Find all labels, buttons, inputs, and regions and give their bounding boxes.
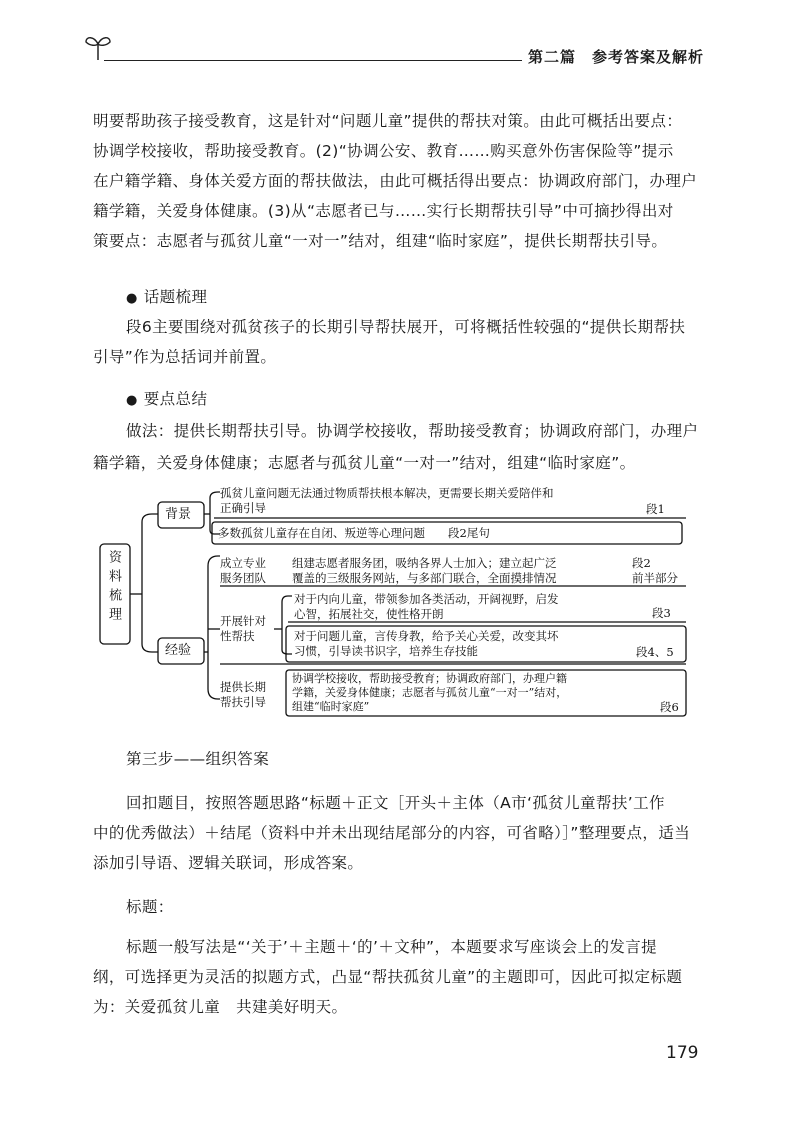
paragraph-2-cont: [93, 342, 705, 372]
text-line: 引导”作为总括词并前置。: [93, 348, 277, 366]
text-line: 纲，可选择更为灵活的拟题方式，凸显“帮扶孤贫儿童”的主题即可，因此可拟定标题: [93, 968, 683, 986]
text-line: 组建志愿者服务团，吸纳各界人士加入；建立起广泛: [292, 556, 557, 570]
targeted-item-2: [294, 629, 559, 659]
text-line: 协调学校接收，帮助接受教育；协调政府部门，办理户籍: [292, 672, 567, 685]
experience-label: 经验: [165, 643, 192, 658]
text-line: 组建“临时家庭”: [292, 700, 370, 713]
background-label: 背景: [165, 507, 192, 522]
text-line: 对于内向儿童，带领参加各类活动，开阔视野，启发: [294, 592, 559, 606]
text-line: 做法：提供长期帮扶引导。协调学校接收，帮助接受教育；协调政府部门，办理户: [126, 422, 699, 440]
text-line: 服务团队: [220, 571, 266, 585]
paragraph-2: [126, 312, 706, 342]
text-line: 为：关爱孤贫儿童 共建美好明天。: [93, 998, 348, 1016]
text-line: 段2: [632, 556, 651, 570]
paragraph-3-cont: [93, 448, 705, 478]
header-rule: [104, 60, 522, 61]
bullet-topic-sorting: ● 话题梳理: [126, 282, 738, 314]
longterm-content: [292, 672, 567, 714]
text-line: 协调学校接收，帮助接受教育。(2)“协调公安、教育……购买意外伤害保险等”提示: [93, 142, 674, 160]
title-label: 标题：: [126, 898, 174, 916]
bullet-key-points: ● 要点总结: [126, 384, 738, 416]
text-line: 孤贫儿童问题无法通过物质帮扶根本解决，更需要长期关爱陪伴和: [220, 486, 554, 500]
text-line: 段6主要围绕对孤贫孩子的长期引导帮扶展开，可将概括性较强的“提供长期帮扶: [126, 318, 686, 336]
section-title: 第二篇 参考答案及解析: [528, 48, 705, 66]
paragraph-4: [126, 788, 706, 818]
paragraph-5: [126, 932, 706, 962]
bg-item-1: [220, 486, 554, 516]
text-line: 中的优秀做法）＋结尾（资料中并未出现结尾部分的内容，可省略）］”整理要点，适当: [93, 824, 691, 842]
text-line: 添加引导语、逻辑关联词，形成答案。: [93, 854, 364, 872]
text-line: 明要帮助孩子接受教育，这是针对“问题儿童”提供的帮扶对策。由此可概括出要点：: [93, 112, 683, 130]
text-line: 学籍，关爱身体健康；志愿者与孤贫儿童“一对一”结对，: [292, 686, 568, 699]
sprout-icon: [84, 32, 112, 62]
text-line: 覆盖的三级服务网站，与多部门联合，全面摸排情况: [292, 571, 557, 585]
text-line: 性帮扶: [220, 629, 255, 643]
text-line: 成立专业: [220, 556, 266, 570]
text-line: 对于问题儿童，言传身教，给予关心关爱，改变其坏: [294, 629, 559, 643]
targeted-item-1: [294, 592, 559, 622]
step3-heading: 第三步——组织答案: [126, 750, 270, 768]
targeted-item-2-ref: 段4、5: [636, 645, 674, 659]
targeted-label: [220, 614, 266, 644]
text-line: 开展针对: [220, 614, 266, 628]
text-line: 回扣题目，按照答题思路“标题＋正文［开头＋主体（A市‘孤贫儿童帮扶’工作: [126, 794, 665, 812]
team-content: [292, 556, 557, 586]
paragraph-5-cont: [93, 962, 705, 1022]
text-line: 习惯，引导读书识字，培养生存技能: [294, 644, 478, 658]
paragraph-3: [126, 416, 706, 446]
text-line: 标题一般写法是“‘关于’＋主题＋‘的’＋文种”，本题要求写座谈会上的发言提: [126, 938, 658, 956]
text-line: 提供长期: [220, 680, 266, 694]
material-diagram: [96, 484, 696, 720]
team-label: [220, 556, 266, 586]
text-line: 前半部分: [632, 571, 678, 585]
bg-item-1-ref: 段1: [646, 502, 665, 516]
longterm-label: [220, 680, 266, 710]
text-line: 正确引导: [220, 501, 266, 515]
text-line: 籍学籍，关爱身体健康；志愿者与孤贫儿童“一对一”结对，组建“临时家庭”。: [93, 454, 636, 472]
text-line: 策要点：志愿者与孤贫儿童“一对一”结对，组建“临时家庭”，提供长期帮扶引导。: [93, 232, 668, 250]
paragraph-4-cont: [93, 818, 705, 878]
paragraph-1: [93, 106, 705, 256]
text-line: 心智，拓展社交，使性格开朗: [294, 607, 444, 621]
targeted-item-1-ref: 段3: [652, 606, 671, 620]
text-line: 籍学籍，关爱身体健康。(3)从“志愿者已与……实行长期帮扶引导”中可摘抄得出对: [93, 202, 674, 220]
text-line: 帮扶引导: [220, 695, 266, 709]
page-number: 179: [666, 1043, 699, 1063]
bg-item-2: 多数孤贫儿童存在自闭、叛逆等心理问题 段2尾句: [218, 526, 490, 540]
diagram-root: 资料梳理: [106, 550, 121, 626]
longterm-ref: 段6: [660, 700, 679, 714]
text-line: 在户籍学籍、身体关爱方面的帮扶做法，由此可概括得出要点：协调政府部门，办理户: [93, 172, 698, 190]
team-ref: [632, 556, 678, 586]
